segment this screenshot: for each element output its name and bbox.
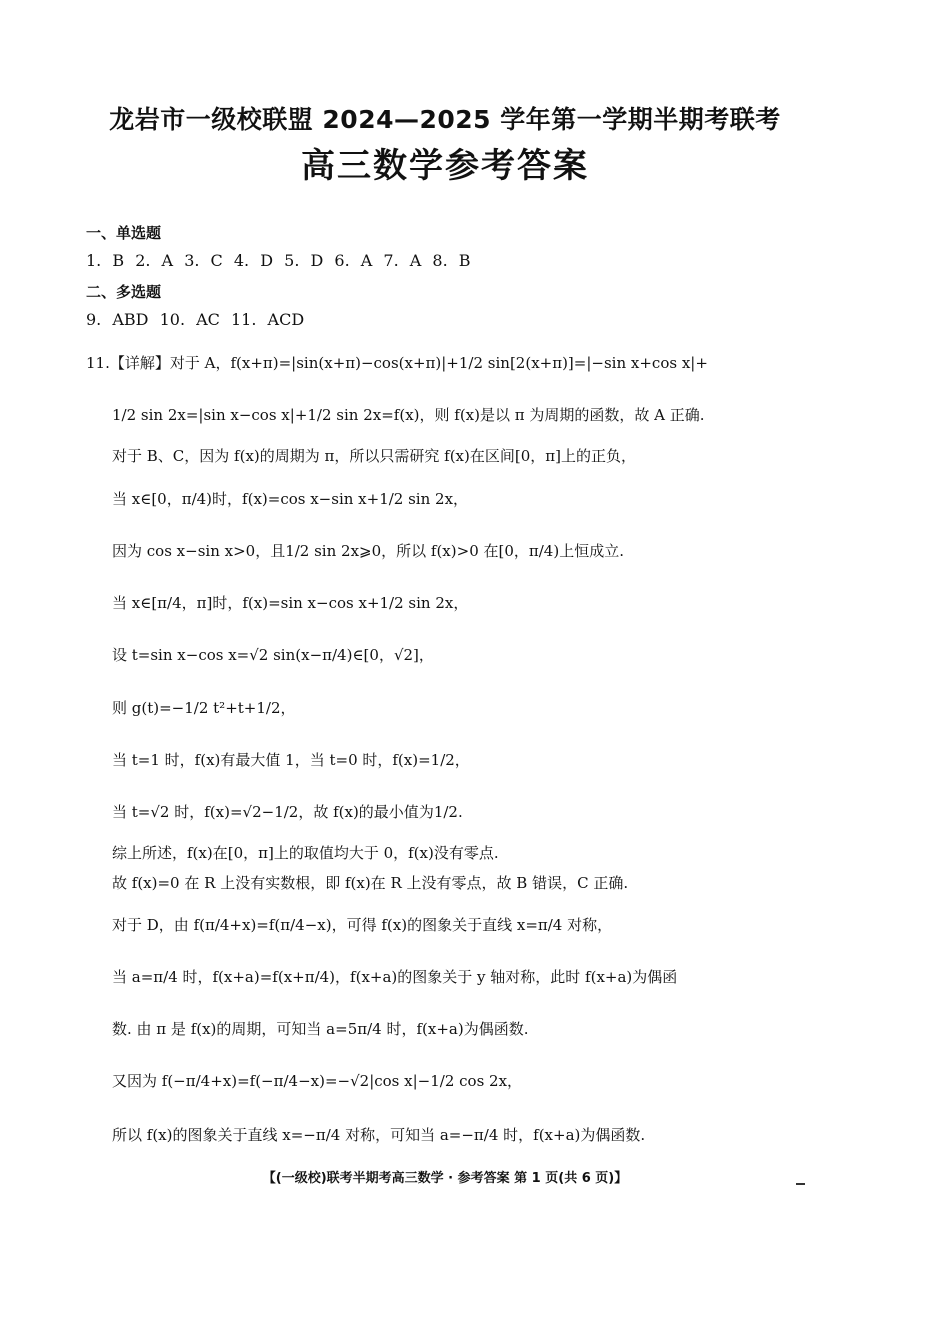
solution-line: 11.【详解】对于 A，f(x+π)=|sin(x+π)−cos(x+π)|+1/2 sin[2(x+π)]=|−sin x+cos x|+ — [86, 354, 708, 372]
solution-line: 对于 D，由 f(π/4+x)=f(π/4−x)，可得 f(x)的图象关于直线 x=π/4 对称， — [112, 916, 613, 934]
solution-line: 设 t=sin x−cos x=√2 sin(x−π/4)∈[0，√2]， — [112, 646, 434, 664]
section-heading-single-choice: 一、单选题 — [86, 224, 162, 242]
solution-line: 当 x∈[0，π/4)时，f(x)=cos x−sin x+1/2 sin 2x， — [112, 490, 469, 508]
solution-line: 对于 B、C，因为 f(x)的周期为 π，所以只需研究 f(x)在区间[0，π]上的正负， — [112, 447, 636, 465]
single-choice-answers: 1. B 2. A 3. C 4. D 5. D 6. A 7. A 8. B — [86, 251, 471, 270]
document-title: 龙岩市一级校联盟 2024—2025 学年第一学期半期考联考 — [109, 105, 781, 134]
solution-line: 则 g(t)=−1/2 t²+t+1/2， — [112, 699, 296, 717]
multi-choice-answers: 9. ABD 10. AC 11. ACD — [86, 310, 305, 329]
solution-line: 又因为 f(−π/4+x)=f(−π/4−x)=−√2|cos x|−1/2 cos 2x， — [112, 1072, 523, 1090]
document-subtitle: 高三数学参考答案 — [301, 146, 589, 186]
solution-line: 所以 f(x)的图象关于直线 x=−π/4 对称，可知当 a=−π/4 时，f(x+a)为偶函数. — [112, 1126, 646, 1144]
footer-mark — [796, 1183, 805, 1185]
solution-line: 因为 cos x−sin x>0，且1/2 sin 2x⩾0，所以 f(x)>0 在[0，π/4)上恒成立. — [112, 542, 624, 560]
section-heading-multi-choice: 二、多选题 — [86, 283, 162, 301]
solution-line: 1/2 sin 2x=|sin x−cos x|+1/2 sin 2x=f(x)，则 f(x)是以 π 为周期的函数，故 A 正确. — [112, 406, 705, 424]
solution-line: 数. 由 π 是 f(x)的周期，可知当 a=5π/4 时，f(x+a)为偶函数. — [112, 1020, 529, 1038]
solution-line: 故 f(x)=0 在 R 上没有实数根，即 f(x)在 R 上没有零点，故 B 错误，C 正确. — [112, 874, 629, 892]
solution-line: 当 x∈[π/4，π]时，f(x)=sin x−cos x+1/2 sin 2x， — [112, 594, 469, 612]
solution-line: 综上所述，f(x)在[0，π]上的取值均大于 0，f(x)没有零点. — [112, 844, 499, 862]
page-footer: 【(一级校)联考半期考高三数学 · 参考答案 第 1 页(共 6 页)】 — [262, 1171, 628, 1186]
solution-line: 当 t=√2 时，f(x)=√2−1/2，故 f(x)的最小值为1/2. — [112, 803, 463, 821]
solution-line: 当 t=1 时，f(x)有最大值 1，当 t=0 时，f(x)=1/2， — [112, 751, 470, 769]
solution-line: 当 a=π/4 时，f(x+a)=f(x+π/4)，f(x+a)的图象关于 y 轴对称，此时 f(x+a)为偶函 — [112, 968, 678, 986]
